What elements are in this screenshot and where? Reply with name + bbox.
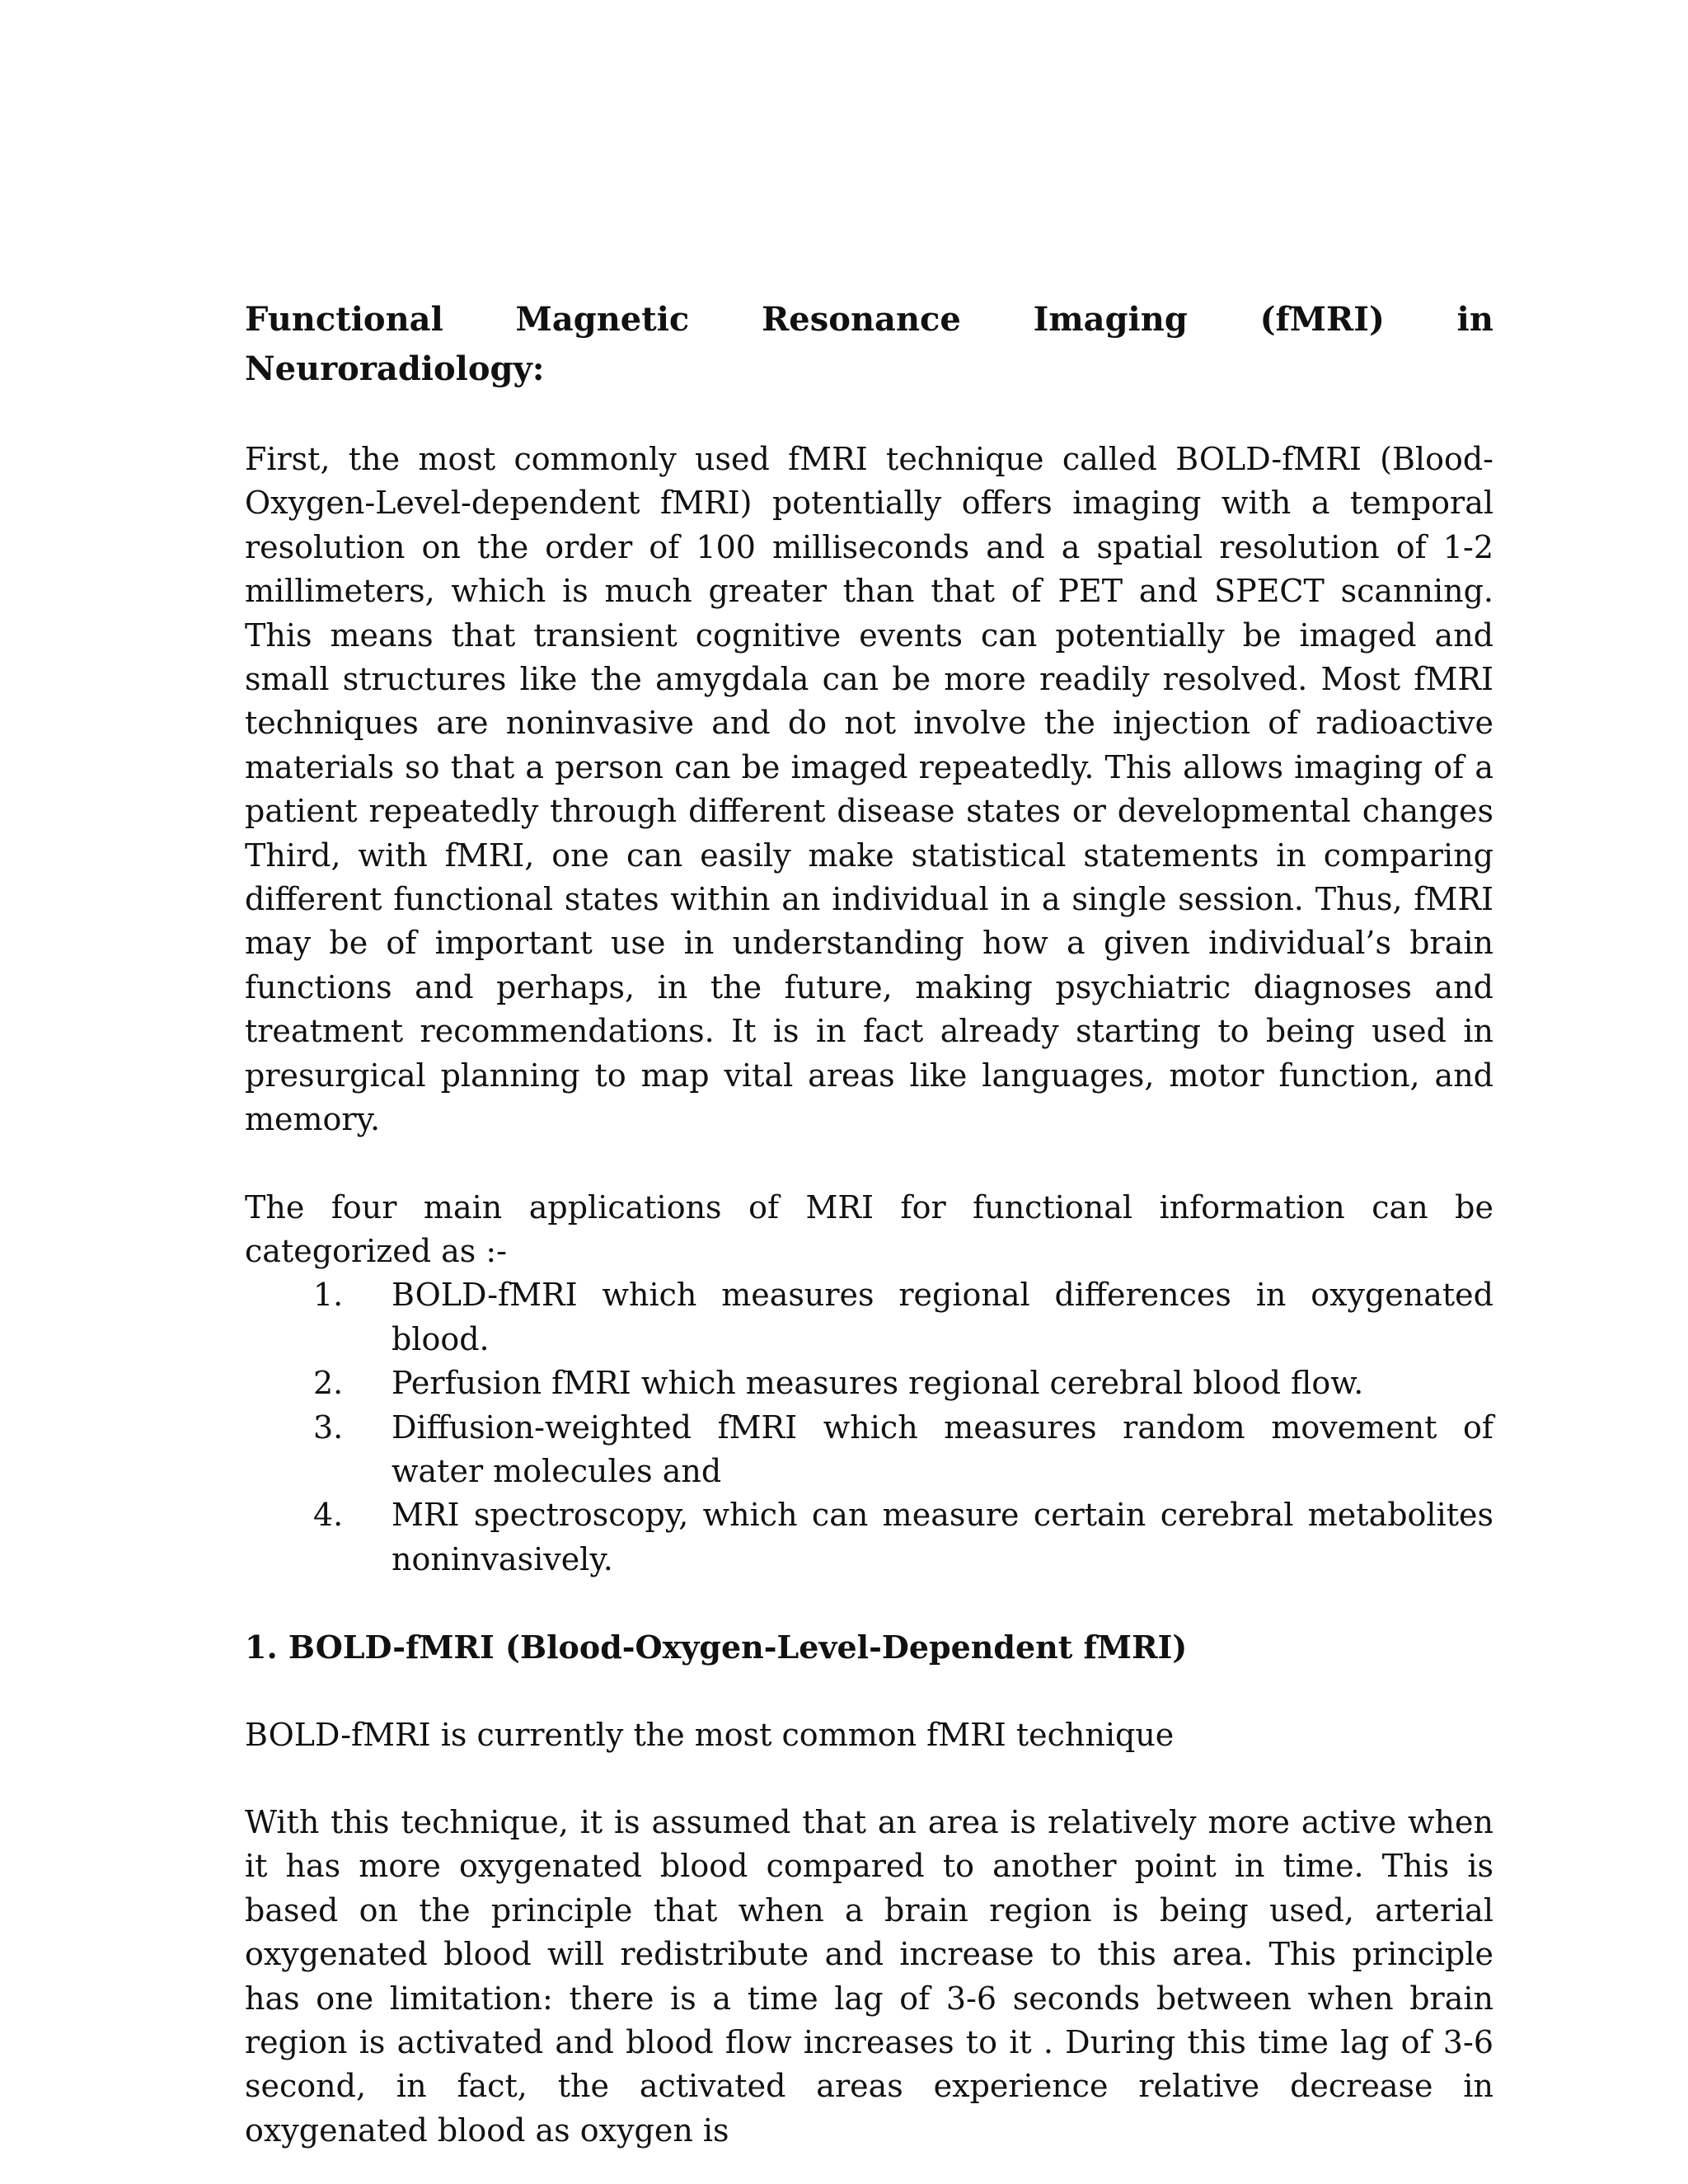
spacer bbox=[245, 1757, 1493, 1801]
document-heading bbox=[245, 295, 1493, 394]
list-item-number: 1. bbox=[313, 1277, 344, 1314]
document-page bbox=[245, 295, 1493, 2153]
heading-word: Functional bbox=[245, 300, 443, 339]
section-intro-line: BOLD-fMRI is currently the most common fMRI technique bbox=[245, 1716, 1175, 1753]
heading-word: (fMRI) bbox=[1259, 300, 1385, 339]
spacer bbox=[245, 394, 1493, 438]
heading-word: Imaging bbox=[1033, 300, 1188, 339]
list-item bbox=[245, 1493, 1493, 1582]
applications-list bbox=[245, 1273, 1493, 1582]
heading-word: in bbox=[1456, 300, 1493, 339]
list-item-number: 4. bbox=[313, 1497, 344, 1534]
list-item bbox=[245, 1406, 1493, 1494]
heading-word: Resonance bbox=[762, 300, 961, 339]
list-item-text: Perfusion fMRI which measures regional cerebral blood flow. bbox=[392, 1365, 1364, 1402]
list-item-text: MRI spectroscopy, which can measure certain cerebral metabolites noninvasively. bbox=[392, 1497, 1493, 1577]
spacer bbox=[245, 1670, 1493, 1713]
heading-word: Magnetic bbox=[515, 300, 690, 339]
list-item bbox=[245, 1361, 1493, 1405]
spacer bbox=[245, 1582, 1493, 1625]
section-paragraph: With this technique, it is assumed that an area is relatively more active when it has more oxygenated blood compared to another point in time. This is based on the principle that when a brain region is being used, arterial oxygenated blood will redistribute and increase to this area. This principle has one limitation: there is a time lag of 3-6 seconds between when brain region is activated and blood flow increases to it . During this time lag of 3-6 second, in fact, the activated areas experience relative decrease in oxygenated blood as oxygen is bbox=[245, 1803, 1493, 2149]
heading-line-2: Neuroradiology: bbox=[245, 349, 545, 388]
list-item bbox=[245, 1273, 1493, 1361]
list-item-text: Diffusion-weighted fMRI which measures random movement of water molecules and bbox=[392, 1408, 1493, 1489]
section-heading: 1. BOLD-fMRI (Blood-Oxygen-Level-Dependent fMRI) bbox=[245, 1629, 1188, 1666]
heading-line-1 bbox=[245, 295, 1493, 344]
list-item-number: 2. bbox=[313, 1365, 344, 1402]
applications-intro: The four main applications of MRI for functional information can be categorized as :- bbox=[245, 1188, 1493, 1269]
spacer bbox=[245, 1142, 1493, 1186]
intro-paragraph: First, the most commonly used fMRI technique called BOLD-fMRI (Blood-Oxygen-Level-dependent fMRI) potentially offers imaging with a temporal resolution on the order of 100 milliseconds and a spatial resolution of 1-2 millimeters, which is much greater than that of PET and SPECT scanning. This means that transient cognitive events can potentially be imaged and small structures like the amygdala can be more readily resolved. Most fMRI techniques are noninvasive and do not involve the injection of radioactive materials so that a person can be imaged repeatedly. This allows imaging of a patient repeatedly through different disease states or developmental changes Third, with fMRI, one can easily make statistical statements in comparing different functional states within an individual in a single session. Thus, fMRI may be of important use in understanding how a given individual’s brain functions and perhaps, in the future, making psychiatric diagnoses and treatment recommendations. It is in fact already starting to being used in presurgical planning to map vital areas like languages, motor function, and memory. bbox=[245, 441, 1493, 1138]
list-item-text: BOLD-fMRI which measures regional differences in oxygenated blood. bbox=[392, 1277, 1493, 1357]
list-item-number: 3. bbox=[313, 1408, 344, 1446]
